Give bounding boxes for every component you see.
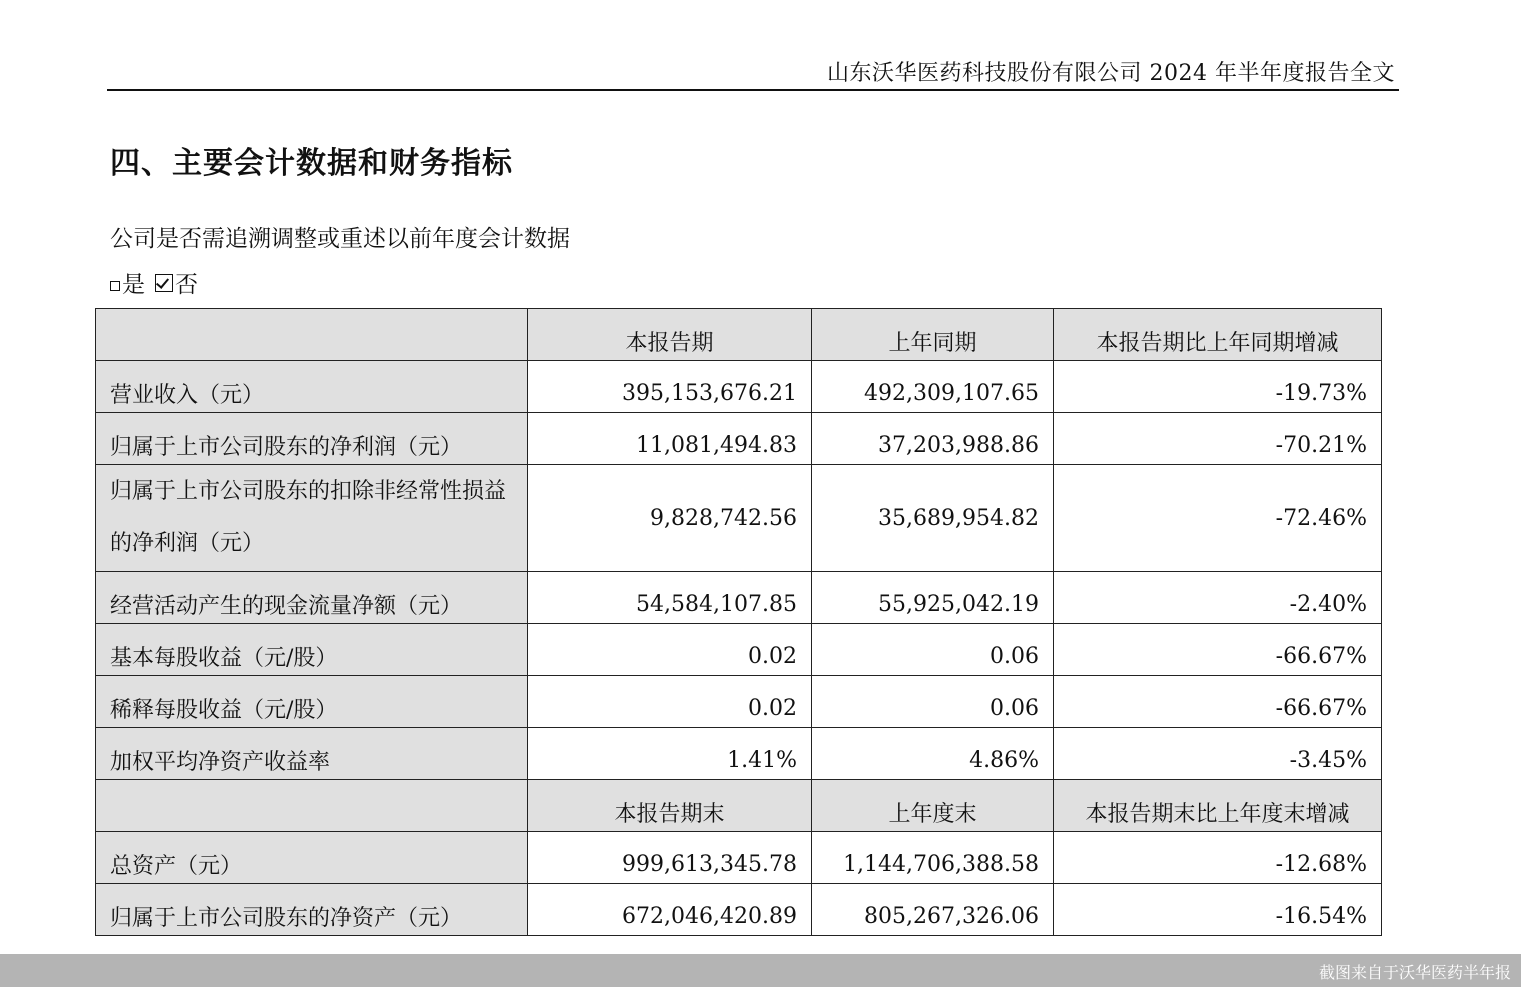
header-cell: 上年同期 — [812, 309, 1054, 361]
header-divider — [107, 89, 1399, 91]
checkbox-unchecked-icon — [110, 281, 120, 291]
period-end-value: 672,046,420.89 — [528, 884, 812, 936]
change-value: -19.73% — [1054, 361, 1382, 413]
prior-period-value: 35,689,954.82 — [812, 465, 1054, 572]
footer-bar — [0, 954, 1521, 987]
table-row — [96, 572, 1382, 624]
current-period-value: 395,153,676.21 — [528, 361, 812, 413]
option-yes-label: 是 — [122, 272, 145, 298]
change-value: -66.67% — [1054, 624, 1382, 676]
change-value: -16.54% — [1054, 884, 1382, 936]
header-cell: 本报告期比上年同期增减 — [1054, 309, 1382, 361]
change-value: -12.68% — [1054, 832, 1382, 884]
prior-period-value: 0.06 — [812, 624, 1054, 676]
prior-period-value: 37,203,988.86 — [812, 413, 1054, 465]
prior-year-end-value: 805,267,326.06 — [812, 884, 1054, 936]
change-value: -72.46% — [1054, 465, 1382, 572]
prior-year-end-value: 1,144,706,388.58 — [812, 832, 1054, 884]
table-row — [96, 413, 1382, 465]
row-label: 归属于上市公司股东的净资产（元） — [96, 884, 528, 936]
table-row — [96, 676, 1382, 728]
row-label: 归属于上市公司股东的净利润（元） — [96, 413, 528, 465]
current-period-value: 11,081,494.83 — [528, 413, 812, 465]
table-row — [96, 832, 1382, 884]
section-title: 四、主要会计数据和财务指标 — [110, 146, 513, 181]
header-cell: 本报告期末 — [528, 780, 812, 832]
change-value: -3.45% — [1054, 728, 1382, 780]
row-label: 经营活动产生的现金流量净额（元） — [96, 572, 528, 624]
change-value: -2.40% — [1054, 572, 1382, 624]
prior-period-value: 0.06 — [812, 676, 1054, 728]
change-value: -66.67% — [1054, 676, 1382, 728]
header-cell: 上年度末 — [812, 780, 1054, 832]
row-label: 总资产（元） — [96, 832, 528, 884]
option-no-label: 否 — [175, 272, 198, 298]
current-period-value: 0.02 — [528, 624, 812, 676]
table-row — [96, 728, 1382, 780]
table-header-row — [96, 780, 1382, 832]
restatement-question: 公司是否需追溯调整或重述以前年度会计数据 — [110, 226, 570, 252]
current-period-value: 9,828,742.56 — [528, 465, 812, 572]
row-label: 稀释每股收益（元/股） — [96, 676, 528, 728]
current-period-value: 0.02 — [528, 676, 812, 728]
source-note: 截图来自于沃华医药半年报 — [1318, 963, 1511, 982]
table-row — [96, 624, 1382, 676]
row-label: 归属于上市公司股东的扣除非经常性损益的净利润（元） — [96, 465, 528, 572]
row-label: 基本每股收益（元/股） — [96, 624, 528, 676]
header-cell — [96, 309, 528, 361]
prior-period-value: 492,309,107.65 — [812, 361, 1054, 413]
table-row — [96, 361, 1382, 413]
period-end-value: 999,613,345.78 — [528, 832, 812, 884]
row-label: 营业收入（元） — [96, 361, 528, 413]
report-header-title: 山东沃华医药科技股份有限公司 2024 年半年度报告全文 — [827, 61, 1395, 86]
header-cell: 本报告期 — [528, 309, 812, 361]
restatement-answer — [110, 266, 198, 299]
financial-indicators-table — [95, 308, 1382, 936]
current-period-value: 1.41% — [528, 728, 812, 780]
table-row — [96, 884, 1382, 936]
checkbox-checked-icon — [155, 274, 173, 292]
prior-period-value: 4.86% — [812, 728, 1054, 780]
table-header-row — [96, 309, 1382, 361]
current-period-value: 54,584,107.85 — [528, 572, 812, 624]
table-row — [96, 465, 1382, 572]
prior-period-value: 55,925,042.19 — [812, 572, 1054, 624]
change-value: -70.21% — [1054, 413, 1382, 465]
row-label: 加权平均净资产收益率 — [96, 728, 528, 780]
header-cell — [96, 780, 528, 832]
header-cell: 本报告期末比上年度末增减 — [1054, 780, 1382, 832]
